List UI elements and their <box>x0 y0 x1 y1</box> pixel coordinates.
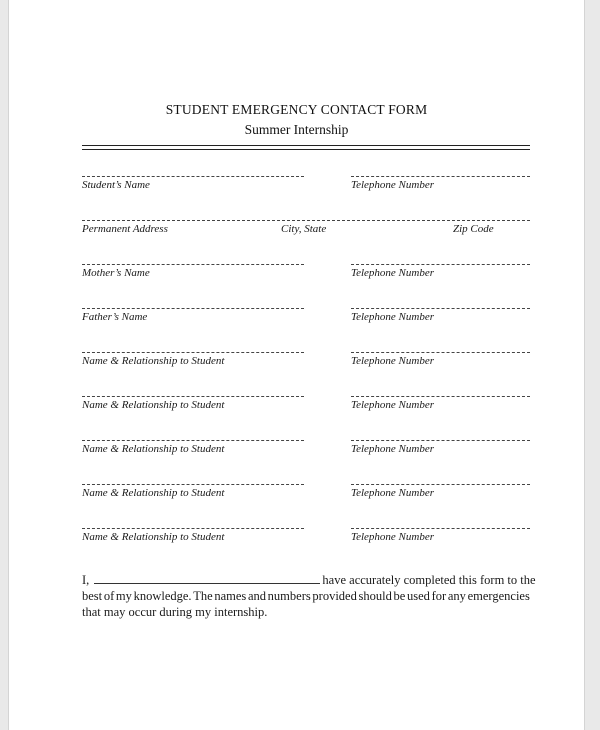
fathers-telephone-label: Telephone Number <box>351 311 435 323</box>
declaration-word: should <box>358 589 392 603</box>
contact-2-name-label: Name & Relationship to Student <box>82 399 225 411</box>
declaration-word: numbers <box>267 589 311 603</box>
mothers-telephone-label: Telephone Number <box>351 267 435 279</box>
header-rule-top <box>82 145 530 146</box>
contact-4-name-field[interactable] <box>82 484 304 485</box>
mothers-name-field[interactable] <box>82 264 304 265</box>
contact-5-telephone-field[interactable] <box>351 528 530 529</box>
student-telephone-field[interactable] <box>351 176 530 177</box>
contact-4-telephone-field[interactable] <box>351 484 530 485</box>
contact-3-telephone-field[interactable] <box>351 440 530 441</box>
form-page <box>8 0 585 730</box>
student-name-field[interactable] <box>82 176 304 177</box>
declaration-word: used <box>407 589 430 603</box>
student-name-label: Student’s Name <box>82 179 150 191</box>
contact-5-name-label: Name & Relationship to Student <box>82 531 225 543</box>
declaration-word: best <box>82 589 103 603</box>
declaration-word: any <box>447 589 466 603</box>
declaration-line-1 <box>82 572 536 588</box>
declaration-prefix: I, <box>82 573 90 587</box>
form-subtitle: Summer Internship <box>244 122 349 137</box>
contact-1-name-label: Name & Relationship to Student <box>82 355 225 367</box>
declaration-paragraph <box>82 572 536 620</box>
declaration-suffix: have accurately completed this form to the <box>322 573 536 587</box>
contact-2-telephone-field[interactable] <box>351 396 530 397</box>
declaration-word: provided <box>312 589 357 603</box>
contact-5-name-field[interactable] <box>82 528 304 529</box>
declaration-line-2 <box>82 588 530 604</box>
permanent-address-label: Permanent Address <box>82 223 168 235</box>
contact-1-telephone-label: Telephone Number <box>351 355 435 367</box>
form-title: STUDENT EMERGENCY CONTACT FORM <box>165 102 428 117</box>
declaration-word: names <box>214 589 247 603</box>
declaration-word: for <box>431 589 447 603</box>
contact-2-name-field[interactable] <box>82 396 304 397</box>
declaration-word: The <box>193 589 213 603</box>
contact-1-name-field[interactable] <box>82 352 304 353</box>
mothers-telephone-field[interactable] <box>351 264 530 265</box>
declarant-name-field[interactable] <box>94 572 320 584</box>
contact-4-telephone-label: Telephone Number <box>351 487 435 499</box>
header-rule-bottom <box>82 149 530 150</box>
contact-4-name-label: Name & Relationship to Student <box>82 487 225 499</box>
contact-3-telephone-label: Telephone Number <box>351 443 435 455</box>
fathers-name-label: Father’s Name <box>82 311 148 323</box>
declaration-word: my <box>115 589 132 603</box>
contact-3-name-field[interactable] <box>82 440 304 441</box>
city-state-label: City, State <box>281 223 327 235</box>
declaration-line-3: that may occur during my internship. <box>82 605 268 619</box>
fathers-telephone-field[interactable] <box>351 308 530 309</box>
contact-3-name-label: Name & Relationship to Student <box>82 443 225 455</box>
zip-code-label: Zip Code <box>453 223 494 235</box>
declaration-word: and <box>247 589 266 603</box>
declaration-word: of <box>103 589 115 603</box>
mothers-name-label: Mother’s Name <box>82 267 150 279</box>
contact-2-telephone-label: Telephone Number <box>351 399 435 411</box>
declaration-word: knowledge. <box>133 589 192 603</box>
declaration-word: emergencies <box>467 589 530 603</box>
declaration-word: be <box>393 589 406 603</box>
permanent-address-field[interactable] <box>82 220 530 221</box>
contact-1-telephone-field[interactable] <box>351 352 530 353</box>
student-telephone-label: Telephone Number <box>351 179 435 191</box>
fathers-name-field[interactable] <box>82 308 304 309</box>
contact-5-telephone-label: Telephone Number <box>351 531 435 543</box>
